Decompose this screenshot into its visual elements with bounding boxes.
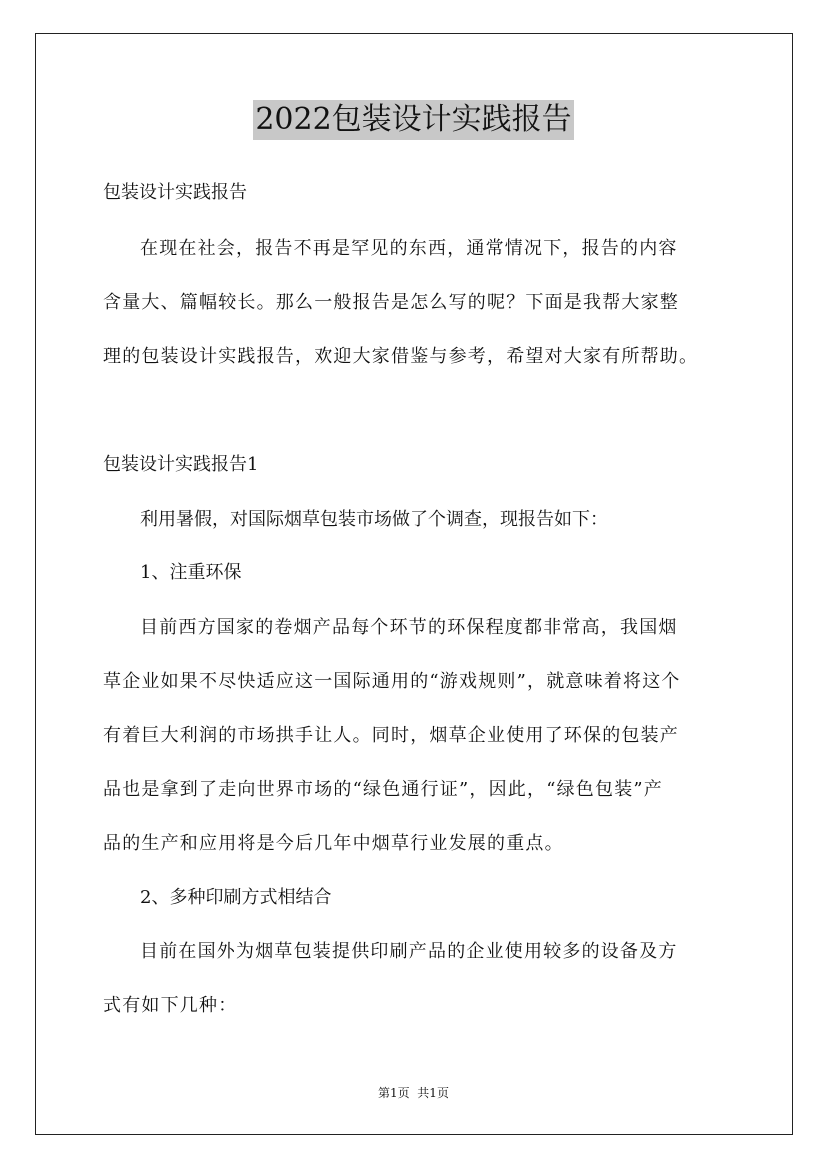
section1-heading: 包装设计实践报告1 xyxy=(103,454,259,475)
point1-line: 草企业如果不尽快适应这一国际通用的“游戏规则”，就意味着将这个 xyxy=(103,671,681,692)
point1-line: 有着巨大利润的市场拱手让人。同时，烟草企业使用了环保的包装产 xyxy=(103,725,679,746)
point2-line: 式有如下几种： xyxy=(103,995,238,1016)
intro-line: 在现在社会，报告不再是罕见的东西，通常情况下，报告的内容 xyxy=(140,238,678,259)
page-footer: 第1页 共1页 xyxy=(378,1086,449,1100)
point2-line: 目前在国外为烟草包装提供印刷产品的企业使用较多的设备及方 xyxy=(140,941,678,962)
title-wrap xyxy=(0,100,827,140)
point1-heading: 1、注重环保 xyxy=(140,562,242,583)
document-title: 2022包装设计实践报告 xyxy=(253,100,573,140)
document-subtitle: 包装设计实践报告 xyxy=(103,182,247,203)
intro-line: 理的包装设计实践报告，欢迎大家借鉴与参考，希望对大家有所帮助。 xyxy=(103,346,699,367)
section1-intro: 利用暑假，对国际烟草包装市场做了个调查，现报告如下： xyxy=(140,509,608,530)
intro-line: 含量大、篇幅较长。那么一般报告是怎么写的呢？下面是我帮大家整 xyxy=(103,292,679,313)
point2-heading: 2、多种印刷方式相结合 xyxy=(140,887,332,908)
point1-line: 目前西方国家的卷烟产品每个环节的环保程度都非常高，我国烟 xyxy=(140,617,678,638)
point1-line: 品的生产和应用将是今后几年中烟草行业发展的重点。 xyxy=(103,833,564,854)
point1-line: 品也是拿到了走向世界市场的“绿色通行证”，因此，“绿色包装”产 xyxy=(103,779,664,800)
